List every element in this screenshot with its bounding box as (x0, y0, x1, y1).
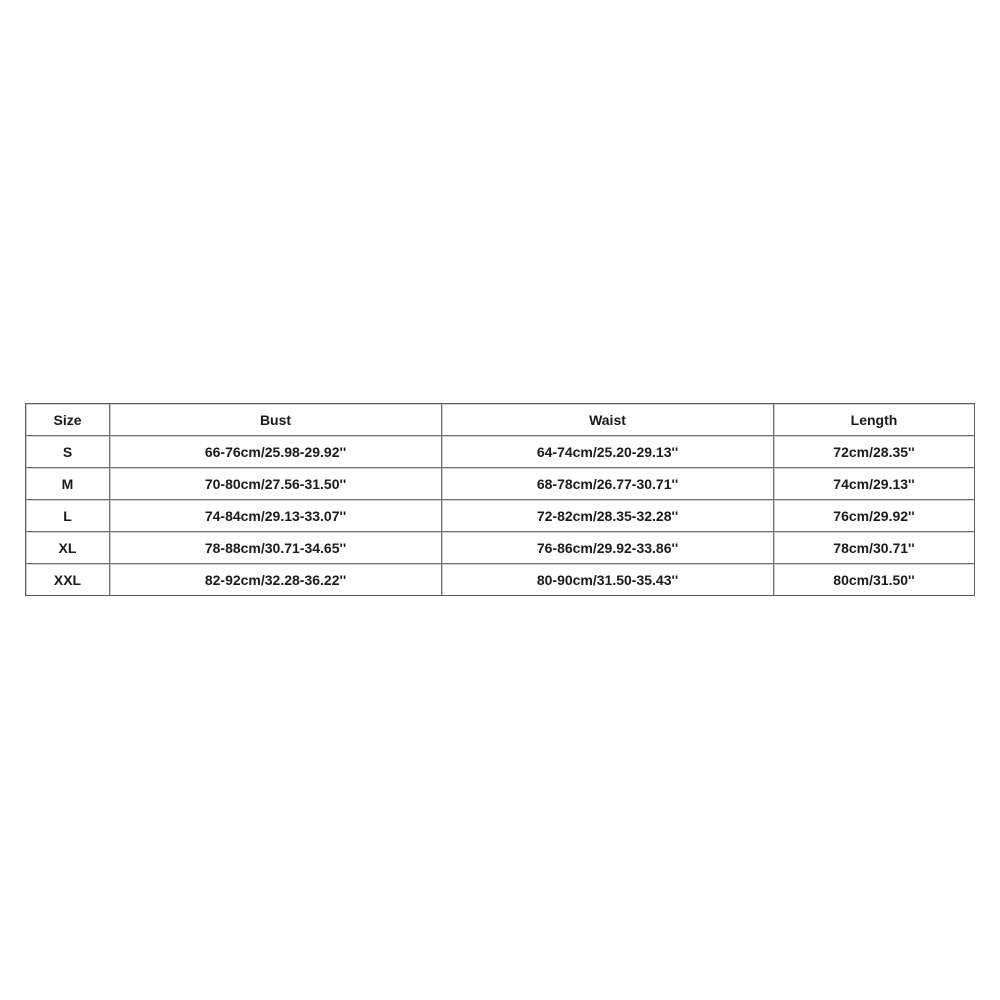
header-length: Length (774, 404, 974, 436)
header-size: Size (26, 404, 110, 436)
cell-bust: 82-92cm/32.28-36.22'' (110, 564, 442, 595)
cell-waist: 68-78cm/26.77-30.71'' (442, 468, 774, 500)
cell-waist: 76-86cm/29.92-33.86'' (442, 532, 774, 564)
cell-length: 76cm/29.92'' (774, 500, 974, 532)
cell-waist: 72-82cm/28.35-32.28'' (442, 500, 774, 532)
table-header (26, 404, 974, 436)
cell-bust: 70-80cm/27.56-31.50'' (110, 468, 442, 500)
cell-length: 72cm/28.35'' (774, 436, 974, 468)
cell-bust: 74-84cm/29.13-33.07'' (110, 500, 442, 532)
cell-size: S (26, 436, 110, 468)
cell-bust: 66-76cm/25.98-29.92'' (110, 436, 442, 468)
header-row (26, 404, 974, 436)
table-row (26, 436, 974, 468)
table-row (26, 468, 974, 500)
cell-size: M (26, 468, 110, 500)
size-chart-table (25, 403, 975, 596)
table-row (26, 564, 974, 595)
cell-length: 78cm/30.71'' (774, 532, 974, 564)
cell-waist: 64-74cm/25.20-29.13'' (442, 436, 774, 468)
header-waist: Waist (442, 404, 774, 436)
cell-waist: 80-90cm/31.50-35.43'' (442, 564, 774, 595)
cell-length: 74cm/29.13'' (774, 468, 974, 500)
header-bust: Bust (110, 404, 442, 436)
table-row (26, 500, 974, 532)
cell-size: XL (26, 532, 110, 564)
cell-size: L (26, 500, 110, 532)
cell-size: XXL (26, 564, 110, 595)
cell-length: 80cm/31.50'' (774, 564, 974, 595)
table-row (26, 532, 974, 564)
cell-bust: 78-88cm/30.71-34.65'' (110, 532, 442, 564)
table-body (26, 436, 974, 595)
